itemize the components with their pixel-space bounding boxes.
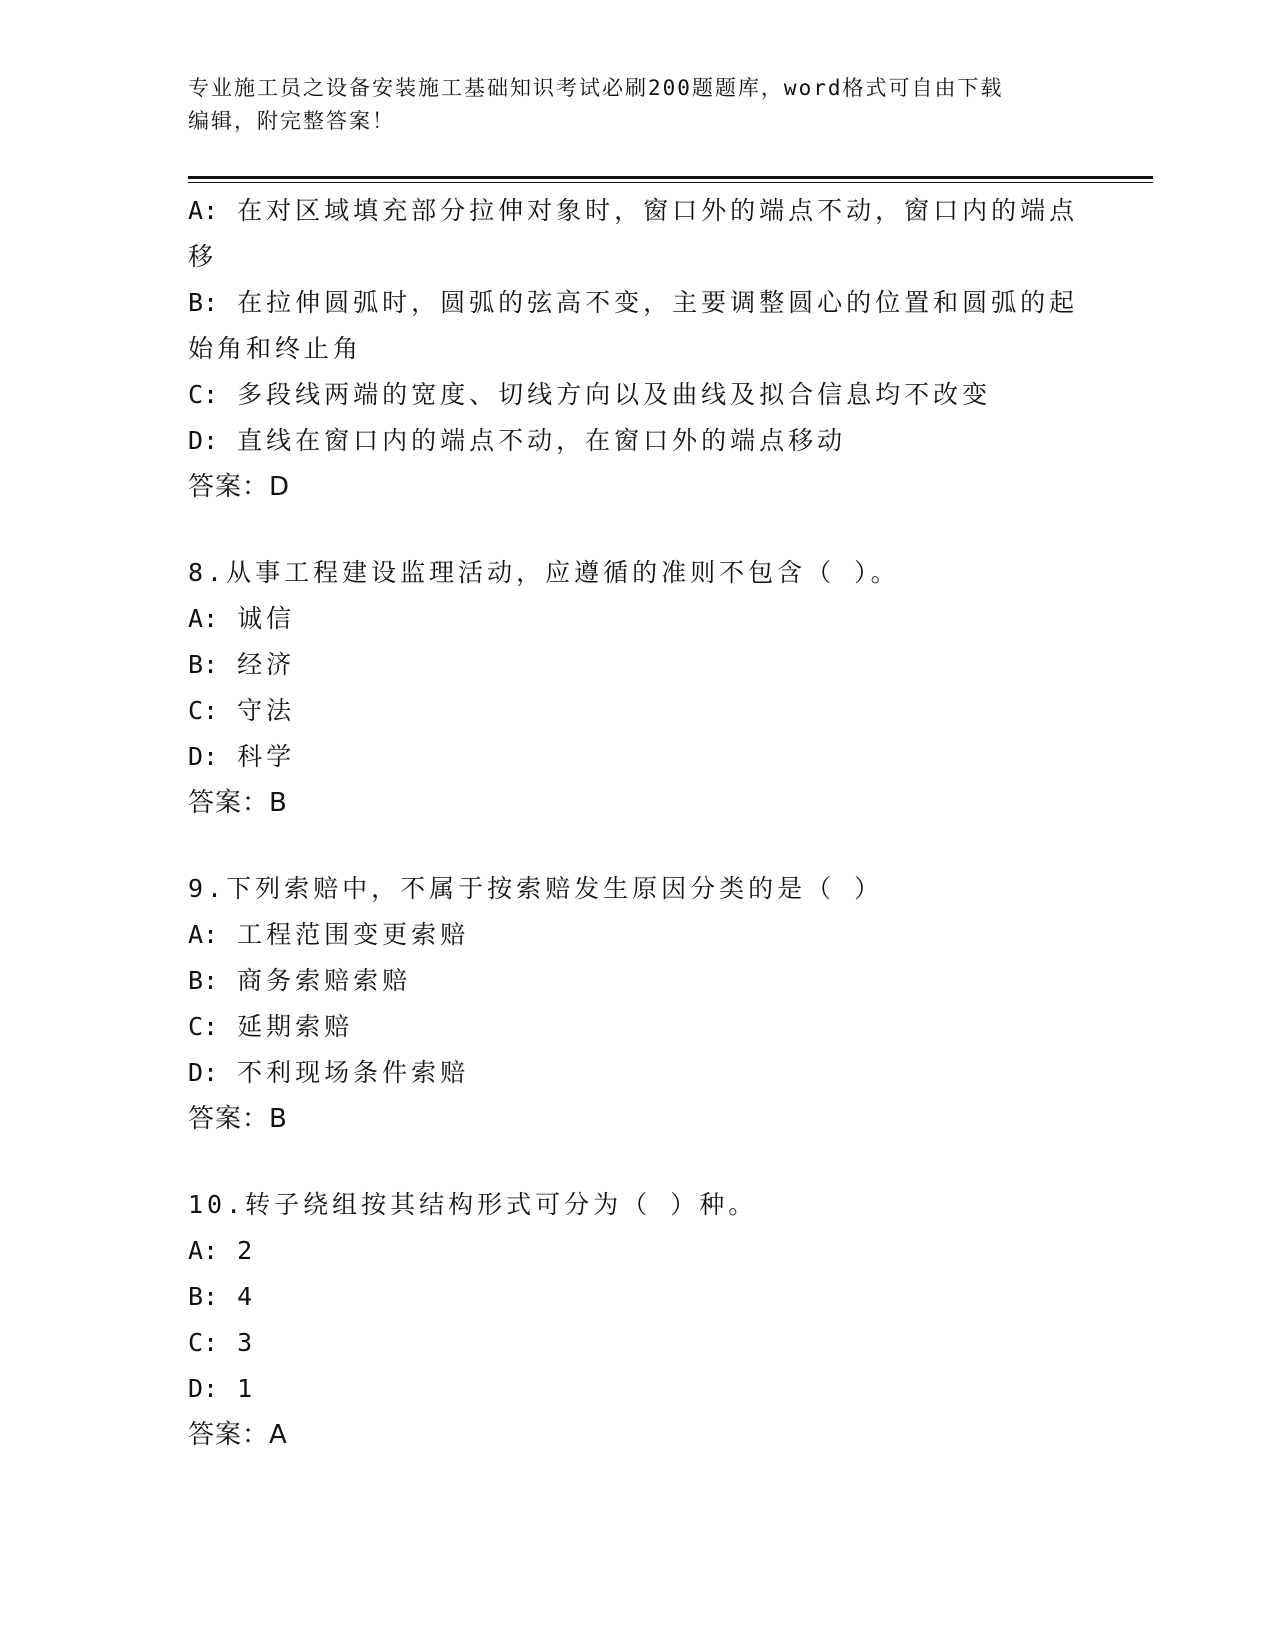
option-text: 守法 [237, 696, 296, 725]
option-d [188, 418, 1088, 464]
option-key: A: [188, 920, 219, 949]
option-key: A: [188, 604, 219, 633]
option-text: 在对区域填充部分拉伸对象时，窗口外的端点不动，窗口内的端点 [237, 196, 1079, 225]
option-key: C: [188, 380, 219, 409]
option-b [188, 1274, 1088, 1320]
question-8 [188, 550, 1088, 826]
option-d [188, 1050, 1088, 1096]
option-a [188, 912, 1088, 958]
question-content [188, 188, 1088, 1458]
option-d [188, 1366, 1088, 1412]
option-a [188, 596, 1088, 642]
option-key: B: [188, 288, 219, 317]
header-rule-thin [188, 182, 1153, 183]
header-title-line1: 专业施工员之设备安装施工基础知识考试必刷200题题库，word格式可自由下载 [188, 76, 1004, 100]
header-title-line2: 编辑，附完整答案！ [188, 109, 395, 133]
option-key: A: [188, 1236, 219, 1265]
option-d [188, 734, 1088, 780]
option-text: 直线在窗口内的端点不动，在窗口外的端点移动 [237, 426, 847, 455]
option-text: 1 [237, 1374, 257, 1403]
option-text: 4 [237, 1282, 257, 1311]
option-key: D: [188, 742, 219, 771]
option-text: 延期索赔 [237, 1012, 354, 1041]
question-stem: 9.下列索赔中，不属于按索赔发生原因分类的是（ ） [188, 874, 884, 903]
option-text: 2 [237, 1236, 257, 1265]
option-key: D: [188, 1058, 219, 1087]
option-key: D: [188, 426, 219, 455]
option-c [188, 688, 1088, 734]
option-b [188, 642, 1088, 688]
option-text: 工程范围变更索赔 [237, 920, 470, 949]
question-stem: 8.从事工程建设监理活动，应遵循的准则不包含（ ）。 [188, 558, 900, 587]
option-key: D: [188, 1374, 219, 1403]
option-a-continuation: 移 [188, 242, 218, 271]
answer-line: 答案：D [188, 472, 291, 502]
continued-question-block [188, 188, 1088, 510]
option-key: B: [188, 1282, 219, 1311]
option-text: 经济 [237, 650, 296, 679]
option-text: 科学 [237, 742, 296, 771]
option-b-continuation: 始角和终止角 [188, 334, 363, 363]
header-rule-thick [188, 176, 1153, 179]
option-c [188, 1320, 1088, 1366]
option-text: 多段线两端的宽度、切线方向以及曲线及拟合信息均不改变 [237, 380, 992, 409]
option-key: C: [188, 696, 219, 725]
answer-line: 答案：B [188, 788, 288, 818]
question-stem: 10.转子绕组按其结构形式可分为（ ）种。 [188, 1190, 758, 1219]
answer-line: 答案：B [188, 1104, 288, 1134]
option-key: B: [188, 650, 219, 679]
option-text: 3 [237, 1328, 257, 1357]
option-key: A: [188, 196, 219, 225]
option-c [188, 1004, 1088, 1050]
question-9 [188, 866, 1088, 1142]
option-b [188, 280, 1088, 326]
option-a [188, 188, 1088, 234]
option-key: C: [188, 1328, 219, 1357]
answer-line: 答案：A [188, 1420, 288, 1450]
option-text: 不利现场条件索赔 [237, 1058, 470, 1087]
option-key: B: [188, 966, 219, 995]
option-text: 在拉伸圆弧时，圆弧的弦高不变，主要调整圆心的位置和圆弧的起 [237, 288, 1079, 317]
option-b [188, 958, 1088, 1004]
option-c [188, 372, 1088, 418]
option-a [188, 1228, 1088, 1274]
option-text: 诚信 [237, 604, 296, 633]
option-text: 商务索赔索赔 [237, 966, 412, 995]
question-10 [188, 1182, 1088, 1458]
option-key: C: [188, 1012, 219, 1041]
document-header [188, 72, 1088, 138]
